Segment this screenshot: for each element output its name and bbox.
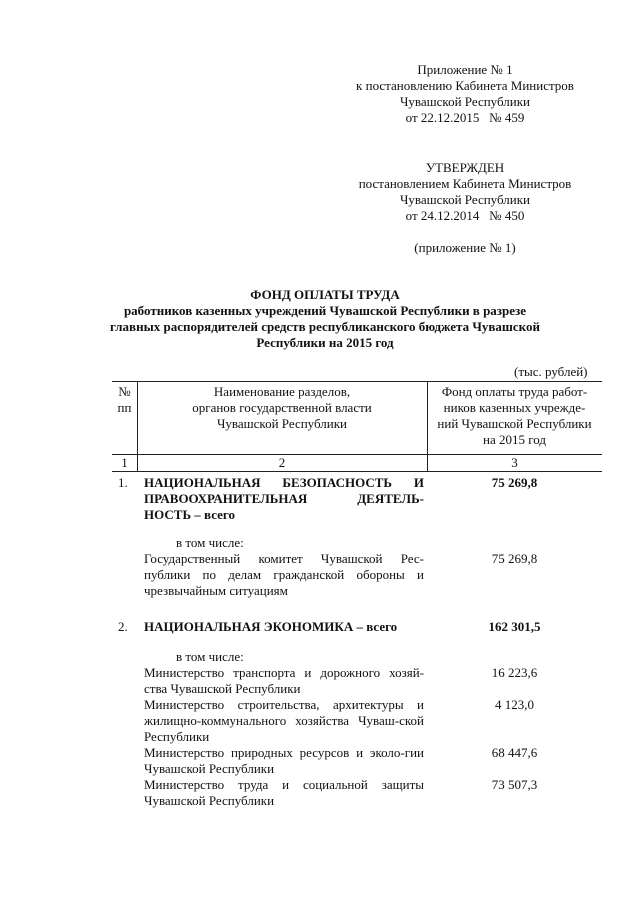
colnum-1: 1 — [121, 455, 128, 470]
approved-line-1: УТВЕРЖДЕН — [425, 160, 505, 175]
section-1-item-1-name: Государственный комитет Чувашской Рес-публики по делам гражданской обороны и чрезвычайным ситуациям — [144, 551, 424, 598]
section-2-item-1-value: 16 223,6 — [491, 665, 538, 680]
section-2-index: 2. — [118, 619, 128, 634]
title-line-3: главных распорядителей средств республиканского бюджета Чувашской — [110, 319, 540, 334]
section-2-including: в том числе: — [176, 649, 244, 664]
section-2-item-4-value: 73 507,3 — [491, 777, 538, 792]
header-fund-line-2: ников казенных учрежде- — [443, 400, 586, 415]
section-1-index: 1. — [118, 475, 128, 490]
section-2-item-2-name: Министерство строительства, архитектуры и жилищно-коммунального хозяйства Чуваш-ской Республики — [144, 697, 424, 744]
section-2-value: 162 301,5 — [488, 619, 541, 634]
section-1-value: 75 269,8 — [491, 475, 538, 490]
appendix-line-3: Чувашской Республики — [399, 94, 531, 109]
header-fund — [427, 384, 602, 448]
header-fund-line-3: ний Чувашской Республики — [437, 416, 592, 431]
header-name — [137, 384, 427, 432]
title-line-4: Республики на 2015 год — [256, 335, 394, 350]
header-no — [112, 384, 137, 416]
table-top-border — [112, 381, 602, 382]
header-name-line-1: Наименование разделов, — [213, 384, 351, 399]
approved-line-3: Чувашской Республики — [399, 192, 531, 207]
colnum-3: 3 — [511, 455, 518, 470]
approved-block — [340, 160, 590, 256]
header-name-line-3: Чувашской Республики — [216, 416, 348, 431]
document-title — [80, 287, 570, 351]
header-fund-line-1: Фонд оплаты труда работ- — [441, 384, 588, 399]
table-colnum-bottom-border — [112, 471, 602, 472]
section-2-item-2-value: 4 123,0 — [495, 697, 534, 712]
header-name-line-2: органов государственной власти — [192, 400, 372, 415]
section-2-item-4-name: Министерство труда и социальной защиты Чувашской Республики — [144, 777, 424, 808]
section-2-name: НАЦИОНАЛЬНАЯ ЭКОНОМИКА – всего — [144, 619, 398, 634]
section-1-name: НАЦИОНАЛЬНАЯ БЕЗОПАСНОСТЬ И ПРАВООХРАНИТЕЛЬНАЯ ДЕЯТЕЛЬ-НОСТЬ – всего — [144, 475, 424, 522]
colnum-2: 2 — [278, 455, 286, 470]
appendix-line-4: от 22.12.2015 № 459 — [405, 110, 525, 125]
section-2-item-3-value: 68 447,6 — [491, 745, 538, 760]
header-no-line-2: пп — [117, 400, 132, 415]
section-1-item-1-value: 75 269,8 — [491, 551, 538, 566]
units-label: (тыс. рублей) — [514, 364, 588, 379]
appendix-block — [340, 62, 590, 126]
title-line-1: ФОНД ОПЛАТЫ ТРУДА — [250, 287, 400, 302]
title-line-2: работников казенных учреждений Чувашской Республики в разрезе — [123, 303, 527, 318]
approved-line-4: от 24.12.2014 № 450 — [405, 208, 525, 223]
approved-line-2: постановлением Кабинета Министров — [358, 176, 572, 191]
section-1-including: в том числе: — [176, 535, 244, 550]
section-2-item-1-name: Министерство транспорта и дорожного хозяй-ства Чувашской Республики — [144, 665, 424, 696]
section-2-item-3-name: Министерство природных ресурсов и эколо-гии Чувашской Республики — [144, 745, 424, 776]
appendix-line-1: Приложение № 1 — [417, 62, 513, 77]
header-no-line-1: № — [118, 384, 131, 399]
header-fund-line-4: на 2015 год — [483, 432, 546, 447]
approved-line-5: (приложение № 1) — [414, 240, 516, 255]
appendix-line-2: к постановлению Кабинета Министров — [356, 78, 574, 93]
